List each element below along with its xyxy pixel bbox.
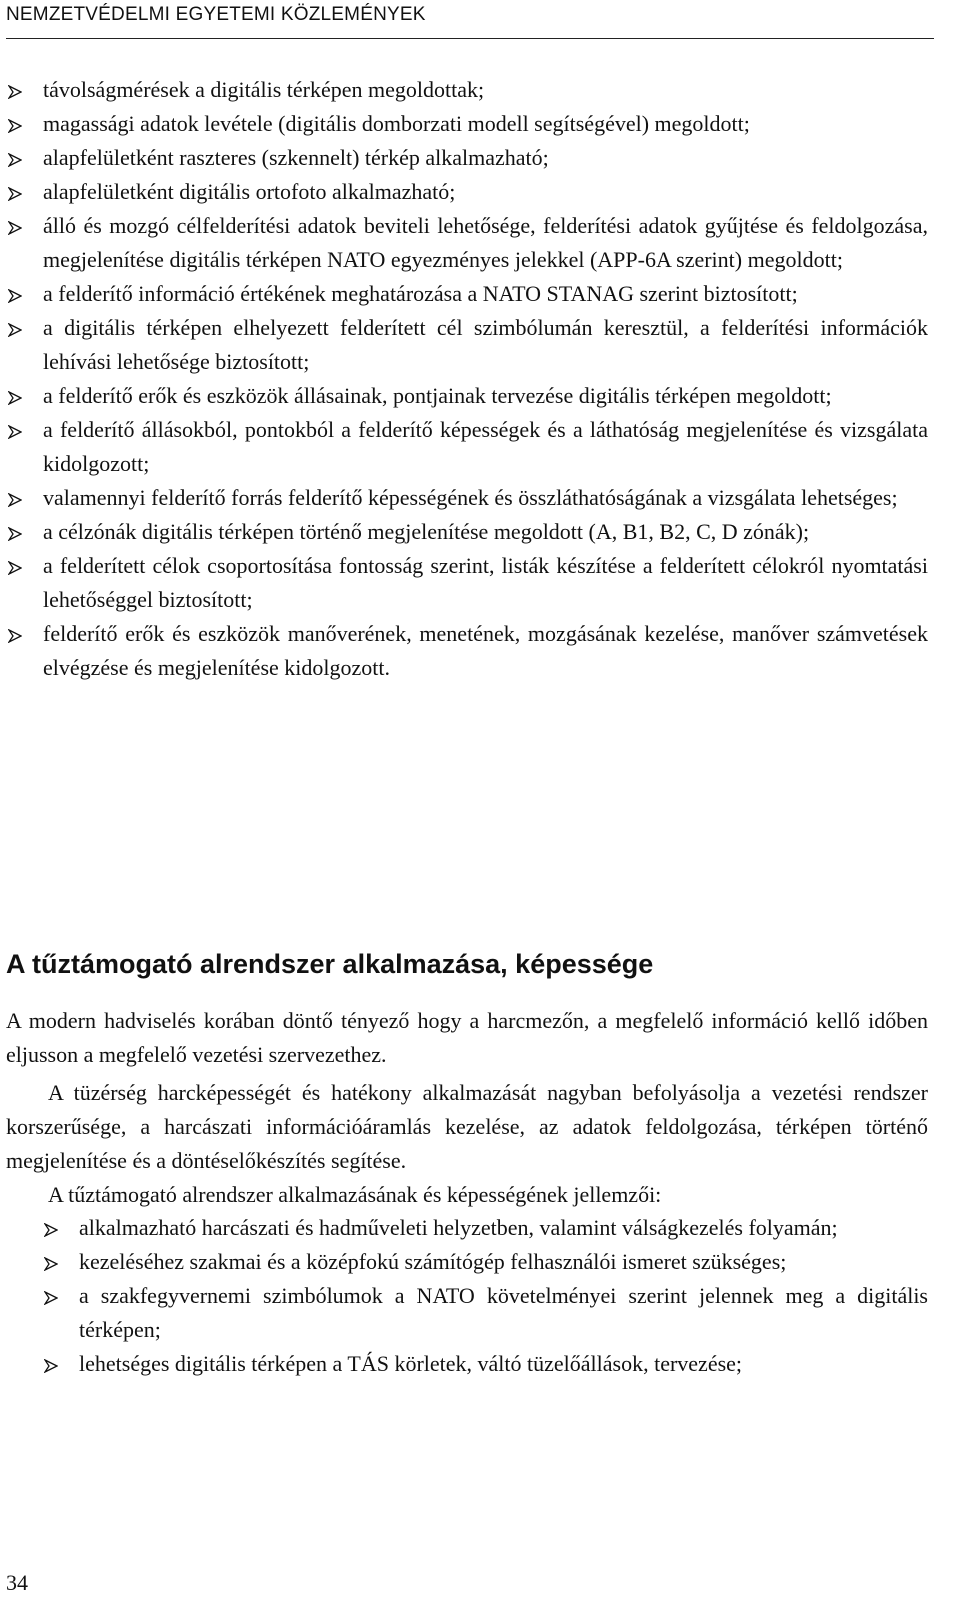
arrowhead-bullet-icon [44,1359,58,1373]
arrowhead-bullet-icon [8,187,22,201]
arrowhead-bullet-icon [8,289,22,303]
list-item [42,1245,928,1279]
list-item [6,107,928,141]
arrowhead-bullet-icon [8,425,22,439]
list-item-text: a digitális térképen elhelyezett felderített cél szimbólumán keresztül, a felderítési információk lehívási lehetősége biztosított; [43,315,928,374]
arrowhead-bullet-icon [8,221,22,235]
list-item-text: alapfelületként raszteres (szkennelt) térkép alkalmazható; [43,145,549,170]
page-number: 34 [6,1570,28,1595]
running-head-initial: E [175,4,189,25]
list-item-text: felderítő erők és eszközök manőverének, menetének, mozgásának kezelése, manőver számvetések elvégzése és megjelenítése kidolgozott. [43,621,928,680]
list-item [6,617,928,685]
arrowhead-bullet-icon [8,323,22,337]
arrowhead-bullet-icon [8,391,22,405]
features-list [42,1211,928,1381]
list-item [42,1211,928,1245]
list-item-text: a felderítő erők és eszközök állásainak, pontjainak tervezése digitális térképen megoldott; [43,383,832,408]
list-item [6,481,928,515]
running-head-text: EMZETVÉDELMI [19,4,176,25]
list-item-text: lehetséges digitális térképen a TÁS körletek, váltó tüzelőállások, tervezése; [79,1351,743,1376]
list-item [6,73,928,107]
list-item-text: a szakfegyvernemi szimbólumok a NATO követelményei szerint jelennek meg a digitális térképen; [79,1283,928,1342]
list-item-text: alkalmazható harcászati és hadműveleti helyzetben, valamint válságkezelés folyamán; [79,1215,838,1240]
body-paragraph: A tűztámogató alrendszer alkalmazásának és képességének jellemzői: [48,1182,662,1207]
arrowhead-bullet-icon [8,85,22,99]
list-item [42,1347,928,1381]
arrowhead-bullet-icon [8,629,22,643]
list-item-text: a felderítő állásokból, pontokból a felderítő képességek és a láthatóság megjelenítése és vizsgálata kidolgozott; [43,417,928,476]
list-item [6,209,928,277]
capability-list [6,73,928,685]
body-paragraph: A modern hadviselés korában döntő tényező hogy a harcmezőn, a megfelelő információ kellő időben eljusson a megfelelő vezetési szervezethez. [6,1008,928,1067]
list-item [6,515,928,549]
arrowhead-bullet-icon [44,1257,58,1271]
arrowhead-bullet-icon [8,527,22,541]
header-rule [6,38,934,39]
list-item-text: a felderítő információ értékének meghatározása a NATO STANAG szerint biztosított; [43,281,798,306]
list-item [6,311,928,379]
arrowhead-bullet-icon [44,1223,58,1237]
running-head-initial: K [280,4,294,25]
list-item-text: valamennyi felderítő forrás felderítő képességének és összláthatóságának a vizsgálata lehetséges; [43,485,898,510]
running-head-initial: N [6,4,20,25]
body-paragraph: A tüzérség harcképességét és hatékony alkalmazását nagyban befolyásolja a vezetési rendszer korszerűsége, a harcászati információáramlás kezelése, az adatok feldolgozása, térképen történő megjelenítése és a döntéselőkészítés segítése. [6,1080,928,1173]
running-head-text: ÖZLEMÉNYEK [293,4,426,25]
list-item [6,549,928,617]
list-item [42,1279,928,1347]
running-head-text: GYETEMI [188,4,281,25]
list-item-text: a célzónák digitális térképen történő megjelenítése megoldott (A, B1, B2, C, D zónák); [43,519,810,544]
arrowhead-bullet-icon [8,561,22,575]
list-item [6,141,928,175]
section-heading: A tűztámogató alrendszer alkalmazása, képessége [6,949,654,979]
list-item-text: a felderített célok csoportosítása fontosság szerint, listák készítése a felderített célokról nyomtatási lehetőséggel biztosított; [43,553,928,612]
list-item [6,413,928,481]
list-item [6,175,928,209]
list-item-text: kezeléséhez szakmai és a középfokú számítógép felhasználói ismeret szükséges; [79,1249,787,1274]
list-item [6,277,928,311]
arrowhead-bullet-icon [8,493,22,507]
running-head [6,4,426,26]
list-item-text: távolságmérések a digitális térképen megoldottak; [43,77,485,102]
arrowhead-bullet-icon [8,119,22,133]
arrowhead-bullet-icon [8,153,22,167]
arrowhead-bullet-icon [44,1291,58,1305]
list-item-text: alapfelületként digitális ortofoto alkalmazható; [43,179,456,204]
list-item-text: magassági adatok levétele (digitális domborzati modell segítségével) megoldott; [43,111,750,136]
list-item-text: álló és mozgó célfelderítési adatok beviteli lehetősége, felderítési adatok gyűjtése és feldolgozása, megjelenítése digitális térképen NATO egyezményes jelekkel (APP-6A szerint) megoldott; [43,213,928,272]
list-item [6,379,928,413]
